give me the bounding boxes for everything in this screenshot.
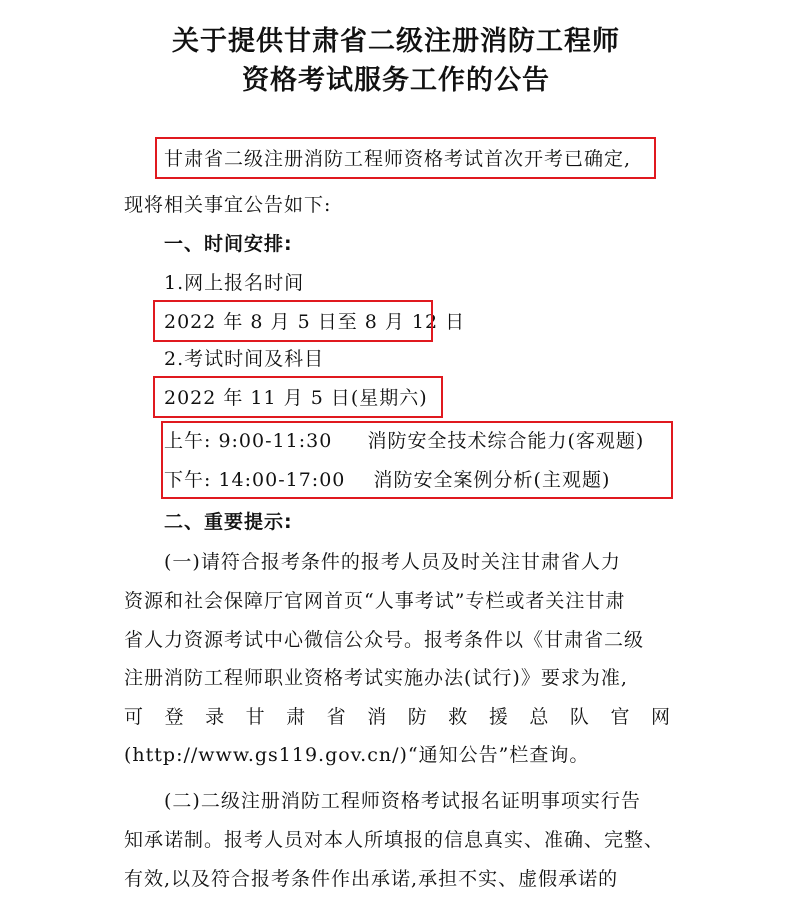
highlight-box-registration (153, 300, 433, 342)
paragraph-2-line: 知承诺制。报考人员对本人所填报的信息真实、准确、完整、 (124, 829, 665, 851)
item-2-label: 2.考试时间及科目 (164, 348, 325, 370)
highlight-box-intro (155, 137, 656, 179)
morning-session: 上午: 9:00-11:30 消防安全技术综合能力(客观题) (164, 430, 645, 452)
paragraph-1-line: 省人力资源考试中心微信公众号。报考条件以《甘肃省二级 (124, 629, 645, 651)
paragraph-1-line: (一)请符合报考条件的报考人员及时关注甘肃省人力 (164, 551, 621, 573)
afternoon-session: 下午: 14:00-17:00 消防安全案例分析(主观题) (164, 469, 611, 491)
paragraph-2-line: (二)二级注册消防工程师资格考试报名证明事项实行告 (164, 790, 641, 812)
paragraph-1-line: 注册消防工程师职业资格考试实施办法(试行)》要求为准, (124, 667, 628, 689)
page-title-line-2: 资格考试服务工作的公告 (242, 65, 550, 96)
section-1-heading: 一、时间安排: (164, 233, 293, 255)
page-title-line-1: 关于提供甘肃省二级注册消防工程师 (172, 26, 620, 57)
registration-period: 2022 年 8 月 5 日至 8 月 12 日 (164, 311, 466, 333)
paragraph-2-line: 有效,以及符合报考条件作出承诺,承担不实、虚假承诺的 (124, 868, 619, 890)
paragraph-1-line: 资源和社会保障厅官网首页“人事考试”专栏或者关注甘肃 (124, 590, 626, 612)
exam-date: 2022 年 11 月 5 日(星期六) (164, 387, 428, 409)
highlight-box-sessions (161, 421, 673, 499)
paragraph-1-line: 可登录甘肃省消防救援总队官网 (124, 706, 670, 728)
intro-line-1: 甘肃省二级注册消防工程师资格考试首次开考已确定, (164, 148, 632, 170)
item-1-label: 1.网上报名时间 (164, 272, 305, 294)
intro-line-2: 现将相关事宜公告如下: (124, 194, 332, 216)
section-2-heading: 二、重要提示: (164, 511, 293, 533)
highlight-box-exam-date (153, 376, 443, 418)
paragraph-1-line: (http://www.gs119.gov.cn/)“通知公告”栏查询。 (124, 744, 590, 766)
